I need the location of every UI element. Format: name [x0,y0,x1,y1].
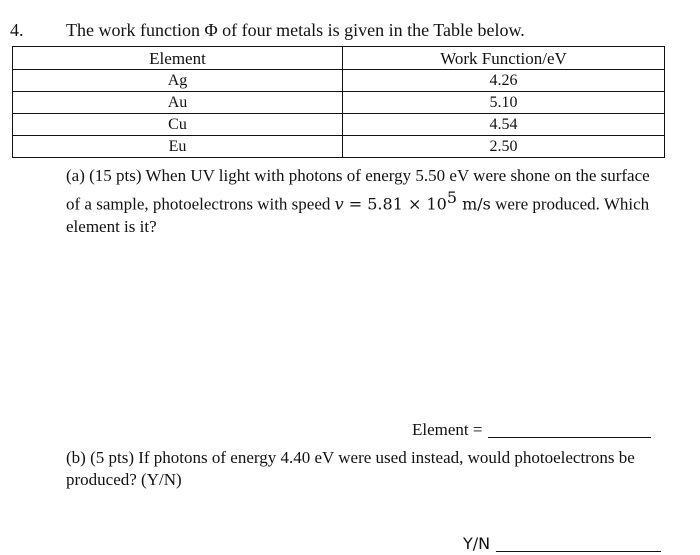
table-row [13,70,665,92]
intro-text-after: of four metals is given in the Table below. [217,20,525,40]
column-header-work-function: Work Function/eV [343,47,665,70]
yn-answer-line [463,534,661,553]
yn-answer-blank[interactable] [496,551,661,552]
part-a-question [66,165,666,238]
work-function-table [12,46,665,158]
speed-exponent: 5 [446,188,457,207]
question-number: 4. [10,20,24,40]
speed-variable: v [334,194,344,214]
speed-value: = 5.81 × 10 [343,194,447,214]
table-row [13,114,665,136]
phi-symbol: Φ [204,20,218,40]
cell-work-function: 4.54 [343,114,665,136]
table-row [13,92,665,114]
cell-element: Cu [13,114,343,136]
cell-element: Eu [13,136,343,158]
table-row [13,136,665,158]
yn-answer-label: Y/N [463,534,491,553]
cell-element: Au [13,92,343,114]
part-b-question: (b) (5 pts) If photons of energy 4.40 eV were used instead, would photoelectrons be produced? (Y/N) [66,448,635,489]
part-a-text-after: were produced. Which element is it? [66,194,650,236]
element-answer-blank[interactable] [488,437,651,438]
element-answer-line [412,420,651,440]
cell-work-function: 2.50 [343,136,665,158]
cell-work-function: 4.26 [343,70,665,92]
column-header-element: Element [13,47,343,70]
table-header-row [13,47,665,70]
cell-element: Ag [13,70,343,92]
intro-text-before: The work function [66,20,205,40]
part-a-text-before: (a) (15 pts) When UV light with photons of energy 5.50 eV were shone on the surface of a sample, photoelectrons with speed [66,166,650,214]
question-intro [66,20,525,41]
speed-unit: m/s [457,194,491,214]
cell-work-function: 5.10 [343,92,665,114]
element-answer-label: Element = [412,420,483,439]
